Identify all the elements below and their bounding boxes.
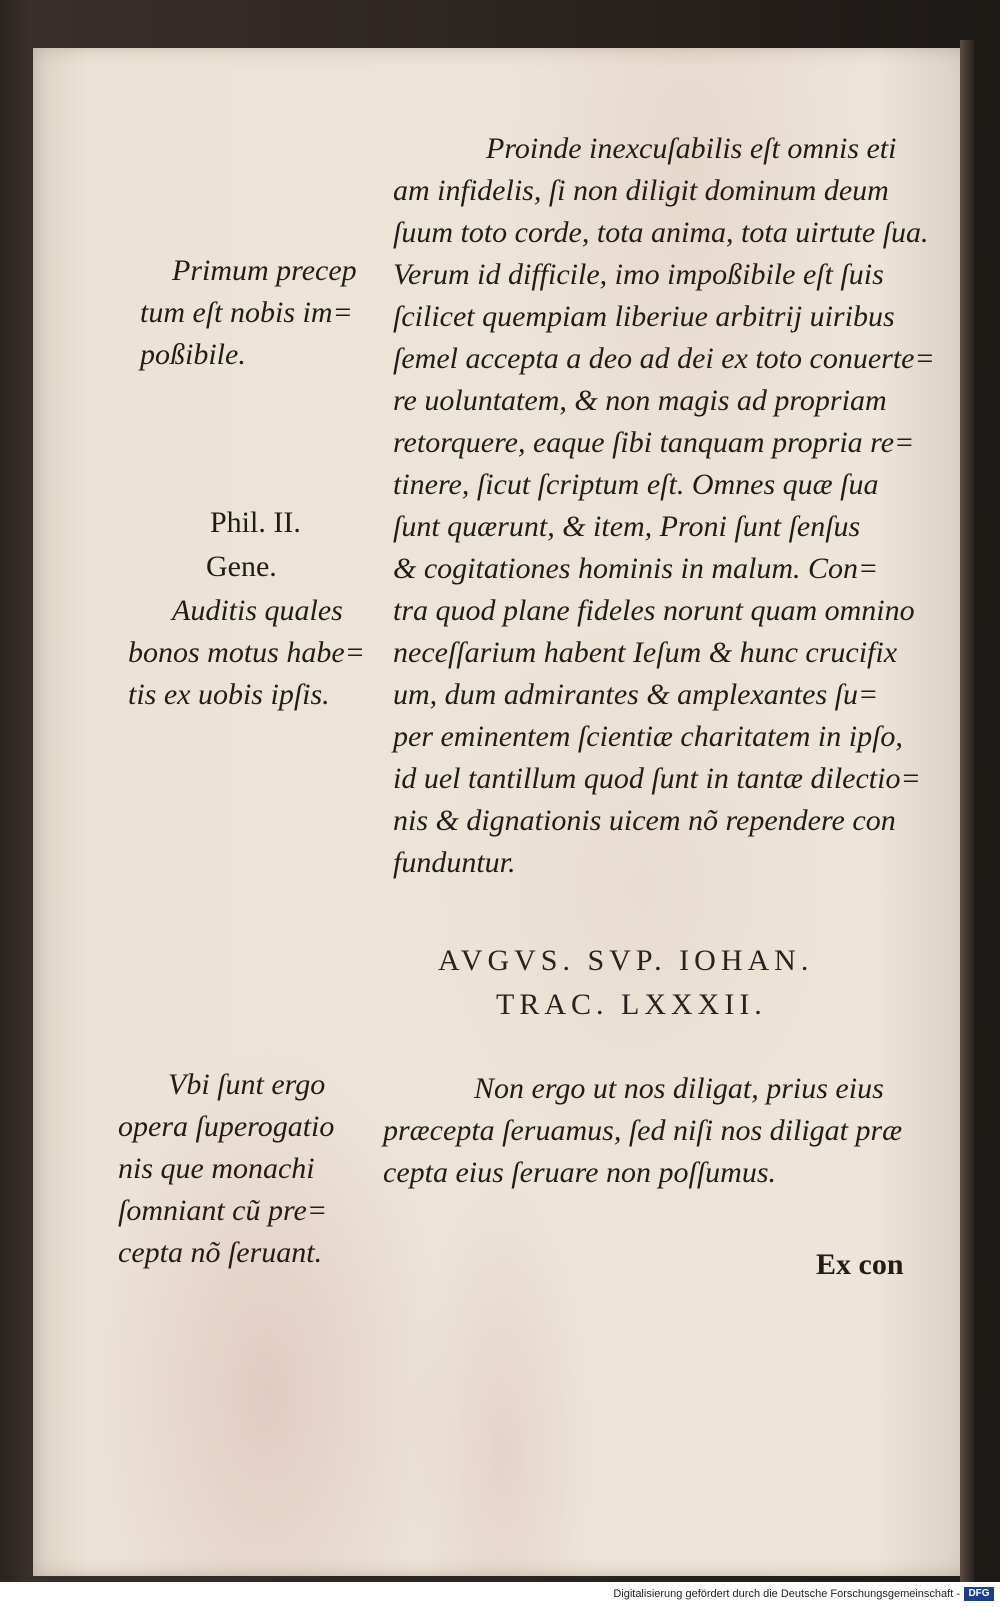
text-line: neceſſarium habent Ieſum & hunc crucifix (393, 636, 898, 669)
page-edge (960, 40, 974, 1585)
text-line: retorquere, eaque ſibi tanquam propria re= (393, 426, 915, 459)
heading-line: AVGVS. SVP. IOHAN. (438, 944, 814, 977)
text-line: Non ergo ut nos diligat, prius eius (474, 1072, 884, 1105)
margin-line: Gene. (206, 550, 277, 583)
heading-line: TRAC. LXXXII. (496, 988, 767, 1021)
text-line: id uel tantillum quod ſunt in tantæ dilectio= (393, 762, 921, 795)
dfg-logo: DFG (964, 1587, 994, 1601)
text-line: Verum id difficile, imo impoßibile eſt ſuis (393, 258, 884, 291)
margin-line: cepta nõ ſeruant. (118, 1236, 323, 1269)
margin-line: Auditis quales (172, 594, 343, 627)
text-line: ſemel accepta a deo ad dei ex toto conuerte= (393, 342, 935, 375)
margin-line: nis que monachi (118, 1152, 315, 1185)
text-line: re uoluntatem, & non magis ad propriam (393, 384, 887, 417)
text-line: nis & dignationis uicem nõ rependere con (393, 804, 896, 837)
margin-line: Phil. II. (210, 506, 301, 539)
margin-line: bonos motus habe= (128, 636, 365, 669)
text-line: tinere, ſicut ſcriptum eſt. Omnes quæ ſua (393, 468, 879, 501)
margin-line: opera ſuperogatio (118, 1110, 335, 1143)
text-line: & cogitationes hominis in malum. Con= (393, 552, 879, 585)
footer-credit: Digitalisierung gefördert durch die Deutsche Forschungsgemeinschaft - (613, 1588, 960, 1600)
text-line: um, dum admirantes & amplexantes ſu= (393, 678, 879, 711)
text-line: am infidelis, ſi non diligit dominum deum (393, 174, 889, 207)
text-line: præcepta ſeruamus, ſed niſi nos diligat præ (383, 1114, 903, 1147)
catchword: Ex con (816, 1248, 904, 1281)
margin-line: poßibile. (140, 338, 246, 371)
text-line: ſcilicet quempiam liberiue arbitrij uiribus (393, 300, 895, 333)
text-line: cepta eius ſeruare non poſſumus. (383, 1156, 777, 1189)
text-line: funduntur. (393, 846, 516, 879)
margin-line: tis ex uobis ipſis. (128, 678, 330, 711)
text-line: ſunt quærunt, & item, Proni ſunt ſenſus (393, 510, 861, 543)
margin-line: ſomniant cũ pre= (118, 1194, 328, 1227)
text-line: per eminentem ſcientiæ charitatem in ipſo, (393, 720, 903, 753)
margin-line: tum eſt nobis im= (140, 296, 353, 329)
text-line: Proinde inexcuſabilis eſt omnis eti (486, 132, 897, 165)
margin-line: Primum precep (172, 254, 357, 287)
text-line: tra quod plane fideles norunt quam omnino (393, 594, 915, 627)
text-line: ſuum toto corde, tota anima, tota uirtute ſua. (393, 216, 929, 249)
margin-line: Vbi ſunt ergo (168, 1068, 326, 1101)
